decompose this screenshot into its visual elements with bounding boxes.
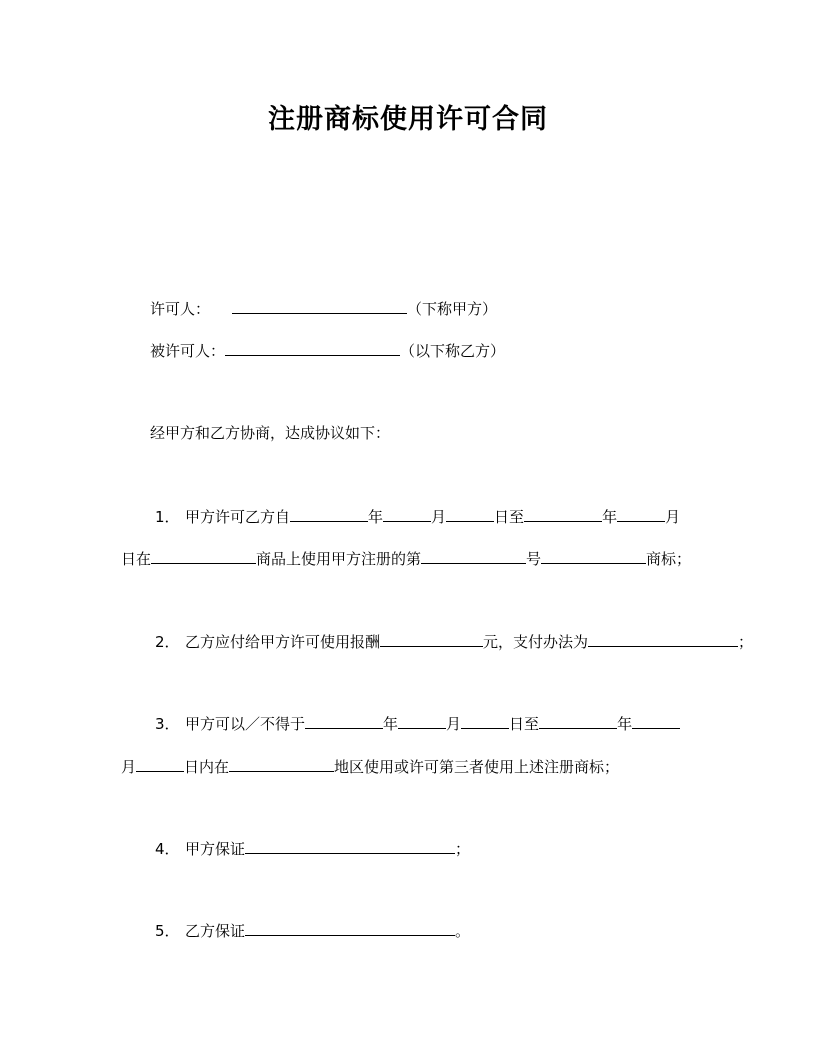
clause-1-goods-blank[interactable] [151, 548, 256, 564]
document-title: 注册商标使用许可合同 [268, 104, 548, 135]
clause-3-region-blank[interactable] [229, 756, 334, 772]
clause-1-year-label: 年 [368, 508, 384, 526]
clause-1-end-month-blank[interactable] [617, 506, 665, 522]
clause-1-end-month-label: 月 [665, 508, 681, 526]
clause-1-start-year-blank[interactable] [290, 506, 368, 522]
clause-1-mark-blank[interactable] [541, 548, 646, 564]
clause-3-within-label: 日内在 [184, 758, 230, 776]
clause-1-line-2 [121, 548, 691, 568]
clause-3-line-2 [121, 756, 619, 776]
licensee-blank[interactable] [225, 340, 400, 356]
clause-4-line [155, 838, 470, 858]
clause-4-guarantee-blank[interactable] [245, 838, 455, 854]
licensee-line [150, 340, 505, 360]
clause-1-reg-number-blank[interactable] [421, 548, 526, 564]
clause-5-number: 5． [155, 922, 180, 940]
licensor-suffix: （下称甲方） [407, 300, 498, 318]
clause-2-amount-blank[interactable] [380, 631, 483, 647]
clause-3-end-day-blank[interactable] [136, 756, 184, 772]
clause-3-start-month-blank[interactable] [398, 713, 446, 729]
clause-1-end-year-blank[interactable] [524, 506, 602, 522]
clause-4-number: 4． [155, 840, 180, 858]
clause-3-number: 3． [155, 715, 180, 733]
clause-5-text: 乙方保证 [185, 922, 246, 940]
intro-text: 经甲方和乙方协商，达成协议如下： [150, 424, 391, 442]
clause-5-guarantee-blank[interactable] [245, 920, 455, 936]
licensor-blank[interactable] [232, 298, 407, 314]
clause-1-month-label: 月 [431, 508, 447, 526]
clause-2-end: ； [738, 633, 754, 651]
clause-1-mark-label: 商标； [646, 550, 692, 568]
clause-5-line [155, 920, 470, 940]
clause-3-end-year-label: 年 [617, 715, 633, 733]
clause-1-text: 甲方许可乙方自 [185, 508, 291, 526]
clause-2-method-blank[interactable] [588, 631, 738, 647]
clause-1-number: 1． [155, 508, 180, 526]
clause-3-start-day-blank[interactable] [461, 713, 509, 729]
clause-1-start-day-blank[interactable] [446, 506, 494, 522]
clause-1-line-1 [155, 506, 680, 526]
clause-3-end-month-blank[interactable] [632, 713, 680, 729]
clause-1-end-year-label: 年 [602, 508, 618, 526]
clause-4-end: ； [455, 840, 471, 858]
clause-3-region-text: 地区使用或许可第三者使用上述注册商标； [334, 758, 620, 776]
licensee-suffix: （以下称乙方） [400, 342, 506, 360]
clause-3-text: 甲方可以／不得于 [185, 715, 306, 733]
clause-1-day-at-label: 日在 [121, 550, 152, 568]
clause-3-to-label: 日至 [509, 715, 540, 733]
clause-1-start-month-blank[interactable] [383, 506, 431, 522]
clause-4-text: 甲方保证 [185, 840, 246, 858]
clause-5-end: 。 [455, 922, 471, 940]
clause-1-to-label: 日至 [494, 508, 525, 526]
clause-1-goods-text: 商品上使用甲方注册的第 [256, 550, 422, 568]
licensor-label: 许可人： [150, 300, 211, 318]
clause-3-end-year-blank[interactable] [539, 713, 617, 729]
clause-2-text: 乙方应付给甲方许可使用报酬 [185, 633, 381, 651]
clause-2-line [155, 631, 753, 651]
clause-3-month-label: 月 [446, 715, 462, 733]
licensee-label: 被许可人： [150, 342, 226, 360]
clause-1-number-label: 号 [526, 550, 542, 568]
clause-3-year-label: 年 [383, 715, 399, 733]
clause-2-payment-text: 元，支付办法为 [483, 633, 589, 651]
clause-3-start-year-blank[interactable] [305, 713, 383, 729]
clause-3-month2-label: 月 [121, 758, 137, 776]
licensor-line [150, 298, 497, 318]
clause-2-number: 2． [155, 633, 180, 651]
clause-3-line-1 [155, 713, 680, 733]
